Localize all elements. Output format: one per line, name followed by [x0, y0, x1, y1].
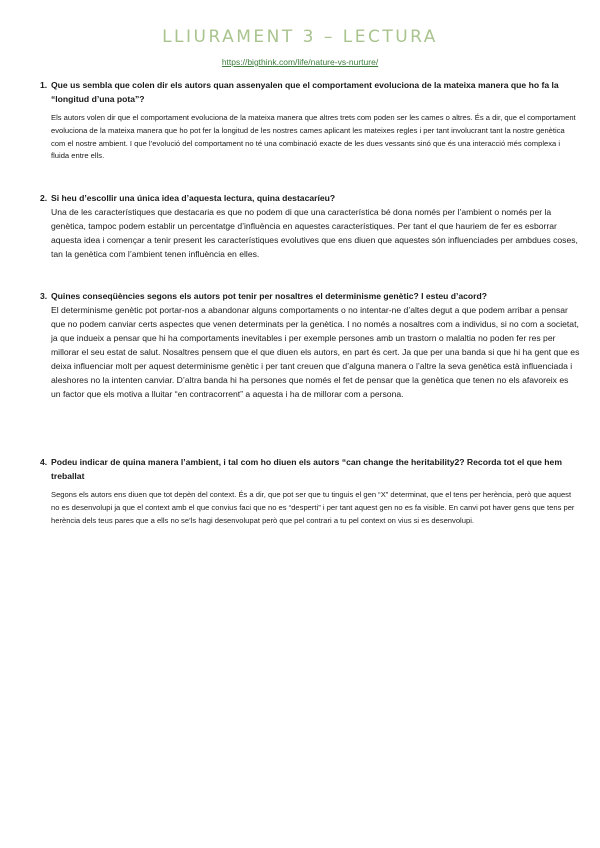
question-number: 3. — [40, 291, 48, 301]
question-text: Quines conseqüències segons els autors pot tenir per nosaltres el determinisme genètic? I esteu d’acord? — [51, 291, 488, 301]
question-number: 1. — [40, 80, 48, 90]
answer-text: El determinisme genètic pot portar-nos a abandonar alguns comportaments o no intentar-ne d’altes degut a que podem arribar a pensar que no podem canviar certs aspectes que venen determinats per la genètica. I no només a nosaltres com a individus, si no com a societat, ja que indueix a pensar que hi ha comportaments inevitables i per exemple persones amb un trastorn o malaltia no poden fer res per millorar el seu estat de salut. Nosaltres pensem que el que diuen els autors, en part és cert. Ja que per una banda si que hi ha gent que es deixa influenciar molt per aquest determinisme genètic i per tant creuen que d’alguna manera o l’altre la seva genètica està influenciada i aleshores no la intenten canviar. D’altra banda hi ha persones que només el fet de pensar que la genètica que tenen no els afavoreix es un factor que els motiva a lluitar “en contracorrent” a aquesta i ha de millorar com a persona. — [51, 305, 580, 399]
source-link[interactable]: https://bigthink.com/life/nature-vs-nurture/ — [221, 57, 379, 67]
question-block-3 — [40, 289, 580, 401]
question-number: 2. — [40, 193, 48, 203]
answer-text: Els autors volen dir que el comportament evoluciona de la mateixa manera que altres trets com poden ser les cames o altres. És a dir, que el comportament evoluciona de la mateixa manera que ho pot fer la longitud de les nostres cames aplicant les mateixes regles i per tant involucrant tant la nostre genètica com el nostre ambient. I que l’evolució del comportament no té una combinació exacte de les dues vessants sinó que és una interacció més complexa i fluida entre ells. — [51, 113, 576, 161]
question-text: Si heu d’escollir una única idea d’aquesta lectura, quina destacaríeu? — [51, 193, 336, 203]
question-block-2 — [40, 191, 580, 261]
answer-text: Una de les característiques que destacaria es que no podem di que una característica bé dona només per l’ambient o només per la genètica, tampoc podem establir un percentatge d’influència en aquestes característiques. Per tant el que hauriem de fer es esborrar aquesta idea i començar a tenir present les característiques evolutives que ens diuen que aquestes són influenciades per ambdues coses, tan la genètica com l’ambient tenen influència en elles. — [51, 207, 578, 259]
question-block-1 — [40, 78, 580, 163]
question-text: Podeu indicar de quina manera l’ambient, i tal com ho diuen els autors “can change the heritability2? Recorda tot el que hem treballat — [51, 457, 562, 481]
question-text: Que us sembla que colen dir els autors quan assenyalen que el comportament evoluciona de la mateixa manera que ho fa la “longitud d’una pota”? — [51, 80, 559, 104]
question-number: 4. — [40, 457, 48, 467]
question-block-4 — [40, 455, 580, 527]
answer-text: Segons els autors ens diuen que tot depèn del context. És a dir, que pot ser que tu tinguis el gen “X” determinat, que el tens per herència, però que aquest no es desenvolupi ja que el context amb el que convius faci que no es “desperti” i per tant aquest gen no es fa visible. En canvi pot haver gens que tens per herència dels teus pares que a ells no se’ls hagi desenvolupat però que pel contrari a tu pel context on vius si es desenvolupi. — [51, 490, 575, 525]
document-title: LLIURAMENT 3 – LECTURA — [162, 27, 438, 47]
